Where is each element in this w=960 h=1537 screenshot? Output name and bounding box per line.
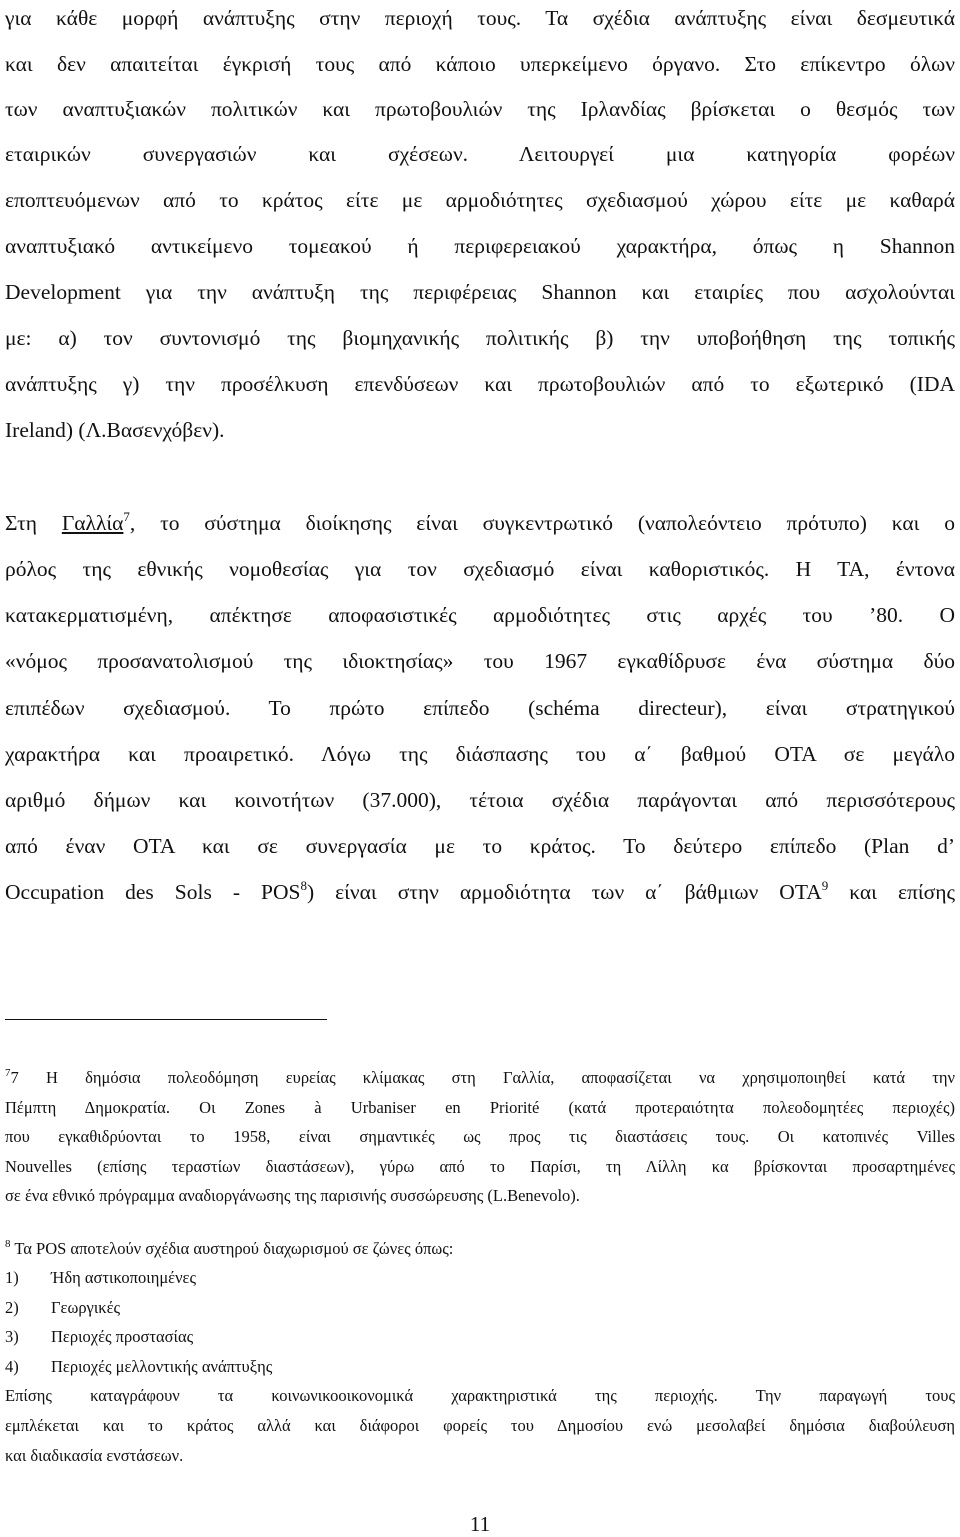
- footnote-line: Nouvelles (επίσης τεραστίων διαστάσεων), γύρω από το Παρίσι, τη Λίλλη κα βρίσκονται προσαρτημένες: [5, 1157, 955, 1176]
- footnote-8-line: [5, 1238, 955, 1260]
- text-line: [5, 508, 955, 538]
- footnote-ref-8[interactable]: 8: [300, 878, 307, 893]
- text-line: και δεν απαιτείται έγκρισή τους από κάποιο υπερκείμενο όργανο. Στο επίκεντρο όλων: [5, 52, 955, 76]
- text-line: των αναπτυξιακών πολιτικών και πρωτοβουλιών της Ιρλανδίας βρίσκεται ο θεσμός των: [5, 97, 955, 121]
- text-line: χαρακτήρα και προαιρετικό. Λόγω της διάσπασης του α΄ βαθμού ΟΤΑ σε μεγάλο: [5, 742, 955, 766]
- footnote-line: Επίσης καταγράφουν τα κοινωνικοοικονομικά χαρακτηριστικά της περιοχής. Την παραγωγή τους: [5, 1386, 955, 1405]
- text-line: Ireland) (Λ.Βασενχόβεν).: [5, 418, 225, 442]
- footnote-ref-9[interactable]: 9: [821, 878, 829, 893]
- text-run: , το σύστημα διοίκησης είναι συγκεντρωτικό (ναπολεόντειο πρότυπο) και ο: [129, 511, 955, 535]
- footnote-separator: [5, 1019, 327, 1020]
- list-text: Περιοχές προστασίας: [51, 1327, 194, 1346]
- text-line: «νόμος προσανατολισμού της ιδιοκτησίας» του 1967 εγκαθίδρυσε ένα σύστημα δύο: [5, 649, 955, 673]
- text-line: [5, 877, 955, 907]
- list-text: Περιοχές μελλοντικής ανάπτυξης: [51, 1357, 273, 1376]
- footnote-text: Τα POS αποτελούν σχέδια αυστηρού διαχωρισμού σε ζώνες όπως:: [10, 1239, 454, 1258]
- footnote-line: που εγκαθιδρύονται το 1958, είναι σημαντικές ως προς τις διαστάσεις τους. Οι κατοπινές Villes: [5, 1127, 955, 1146]
- text-line: εταιρικών συνεργασιών και σχέσεων. Λειτουργεί μια κατηγορία φορέων: [5, 142, 955, 166]
- list-item: [5, 1267, 955, 1289]
- text-line: ρόλος της εθνικής νομοθεσίας για τον σχεδιασμό είναι καθοριστικός. Η ΤΑ, έντονα: [5, 557, 955, 581]
- list-item: [5, 1356, 955, 1378]
- page-number: 11: [469, 1512, 491, 1536]
- footnote-7-line: [5, 1067, 955, 1089]
- text-line: για κάθε μορφή ανάπτυξης στην περιοχή τους. Τα σχέδια ανάπτυξης είναι δεσμευτικά: [5, 6, 955, 30]
- footnote-marker-8: 8: [5, 1238, 11, 1250]
- list-number: 1): [5, 1268, 19, 1287]
- list-item: [5, 1326, 955, 1348]
- footnote-text: 7 Η δημόσια πολεοδόμηση ευρείας κλίμακας στη Γαλλία, αποφασίζεται να χρησιμοποιηθεί κατά την: [10, 1068, 955, 1087]
- footnote-link-france[interactable]: Γαλλία: [61, 511, 124, 535]
- list-number: 3): [5, 1327, 19, 1346]
- list-number: 2): [5, 1298, 19, 1317]
- text-run: και επίσης: [828, 880, 955, 904]
- text-line: επιπέδων σχεδιασμού. Το πρώτο επίπεδο (schéma directeur), είναι στρατηγικού: [5, 696, 955, 720]
- text-run: Occupation des Sols - POS: [5, 880, 301, 904]
- list-text: Γεωργικές: [51, 1298, 121, 1317]
- list-item: [5, 1297, 955, 1319]
- footnote-line: σε ένα εθνικό πρόγραμμα αναδιοργάνωσης της παρισινής συσσώρευσης (L.Benevolo).: [5, 1186, 580, 1205]
- text-line: αναπτυξιακό αντικείμενο τομεακού ή περιφερειακού χαρακτήρα, όπως η Shannon: [5, 234, 955, 258]
- footnote-marker-7: 7: [5, 1067, 11, 1079]
- footnote-line: Πέμπτη Δημοκρατία. Οι Zones à Urbaniser en Priorité (κατά προτεραιότητα πολεοδομητέες περιοχές): [5, 1098, 955, 1117]
- footnote-ref-7[interactable]: 7: [123, 509, 130, 524]
- text-line: με: α) τον συντονισμό της βιομηχανικής πολιτικής β) την υποβοήθηση της τοπικής: [5, 326, 955, 350]
- text-run: ) είναι στην αρμοδιότητα των α΄ βάθμιων ΟΤΑ: [306, 880, 822, 904]
- footnote-line: εμπλέκεται και το κράτος αλλά και διάφοροι φορείς του Δημοσίου ενώ μεσολαβεί δημόσια διαβούλευση: [5, 1416, 955, 1435]
- list-text: Ήδη αστικοποιημένες: [51, 1268, 197, 1287]
- text-line: κατακερματισμένη, απέκτησε αποφασιστικές αρμοδιότητες στις αρχές του ’80. Ο: [5, 603, 955, 627]
- text-run: Στη: [5, 511, 62, 535]
- text-line: ανάπτυξης γ) την προσέλκυση επενδύσεων και πρωτοβουλιών από το εξωτερικό (IDA: [5, 372, 955, 396]
- text-line: αριθμό δήμων και κοινοτήτων (37.000), τέτοια σχέδια παράγονται από περισσότερους: [5, 788, 955, 812]
- text-line: από έναν ΟΤΑ και σε συνεργασία με το κράτος. Το δεύτερο επίπεδο (Plan d’: [5, 834, 955, 858]
- text-line: Development για την ανάπτυξη της περιφέρειας Shannon και εταιρίες που ασχολούνται: [5, 280, 955, 304]
- footnote-line: και διαδικασία ενστάσεων.: [5, 1446, 184, 1465]
- list-number: 4): [5, 1357, 19, 1376]
- text-line: εποπτευόμενων από το κράτος είτε με αρμοδιότητες σχεδιασμού χώρου είτε με καθαρά: [5, 188, 955, 212]
